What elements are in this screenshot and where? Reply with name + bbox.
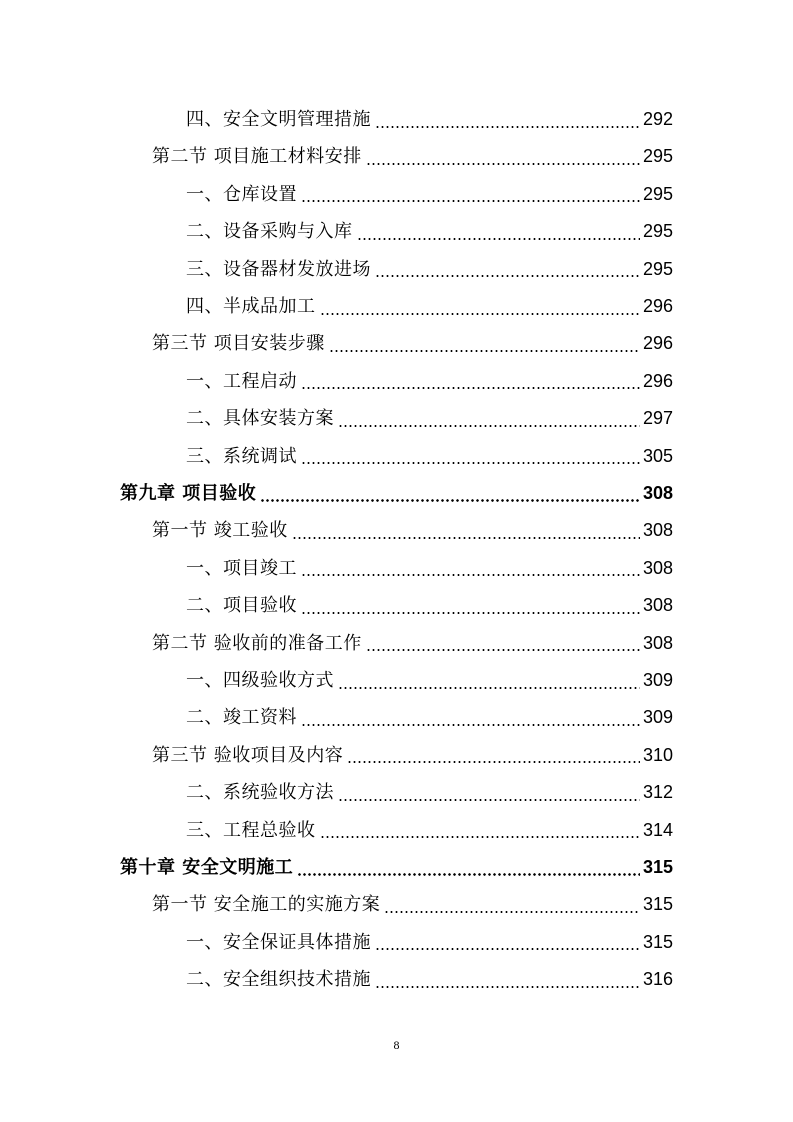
toc-subsection-entry[interactable] — [186, 812, 673, 849]
toc-entry-page: 310 — [642, 744, 673, 765]
toc-subsection-entry[interactable] — [186, 662, 673, 699]
toc-entry-page: 314 — [642, 819, 673, 840]
toc-entry-label: 二、设备采购与入库 — [186, 221, 353, 243]
toc-dot-leader — [375, 986, 640, 988]
toc-subsection-entry[interactable] — [186, 587, 673, 624]
toc-entry-page: 308 — [642, 632, 673, 653]
toc-entry-label: 一、工程启动 — [186, 370, 297, 392]
toc-subsection-entry[interactable] — [186, 924, 673, 961]
toc-entry-label: 第十章 安全文明施工 — [120, 857, 294, 878]
toc-entry-page: 315 — [642, 857, 673, 877]
page-number: 8 — [393, 1038, 400, 1052]
toc-dot-leader — [329, 350, 640, 352]
toc-entry-label: 第三节 验收项目及内容 — [152, 744, 344, 766]
toc-entry-page: 296 — [642, 370, 673, 391]
toc-subsection-entry[interactable] — [186, 400, 673, 437]
toc-dot-leader — [366, 649, 640, 651]
toc-subsection-entry[interactable] — [186, 550, 673, 587]
toc-entry-label: 一、项目竣工 — [186, 557, 297, 579]
toc-dot-leader — [292, 537, 640, 539]
toc-entry-page: 308 — [642, 595, 673, 616]
toc-entry-label: 二、具体安装方案 — [186, 408, 334, 430]
toc-entry-page: 315 — [642, 894, 673, 915]
toc-dot-leader — [375, 126, 640, 128]
toc-section-entry[interactable] — [152, 138, 673, 175]
toc-dot-leader — [320, 313, 640, 315]
toc-section-entry[interactable] — [152, 886, 673, 923]
toc-entry-page: 308 — [642, 520, 673, 541]
toc-entry-label: 三、设备器材发放进场 — [186, 258, 371, 280]
toc-dot-leader — [375, 275, 640, 277]
toc-subsection-entry[interactable] — [186, 213, 673, 250]
toc-entry-label: 第一节 竣工验收 — [152, 520, 288, 542]
toc-dot-leader — [366, 163, 640, 165]
toc-entry-label: 第九章 项目验收 — [120, 483, 257, 504]
toc-entry-page: 296 — [642, 333, 673, 354]
toc-entry-label: 一、安全保证具体措施 — [186, 931, 371, 953]
toc-dot-leader — [301, 724, 640, 726]
toc-entry-page: 297 — [642, 408, 673, 429]
toc-subsection-entry[interactable] — [186, 288, 673, 325]
toc-entry-label: 二、竣工资料 — [186, 707, 297, 729]
toc-entry-page: 309 — [642, 707, 673, 728]
toc-entry-label: 一、四级验收方式 — [186, 670, 334, 691]
toc-entry-label: 第二节 项目施工材料安排 — [152, 146, 362, 168]
toc-dot-leader — [375, 948, 640, 950]
toc-chapter-entry[interactable] — [120, 849, 673, 886]
toc-entry-page: 316 — [642, 969, 673, 990]
toc-entry-page: 309 — [642, 670, 673, 690]
toc-entry-label: 第三节 项目安装步骤 — [152, 333, 325, 355]
toc-dot-leader — [301, 612, 640, 614]
toc-entry-page: 295 — [642, 146, 673, 167]
toc-dot-leader — [338, 687, 640, 689]
toc-entry-page: 296 — [642, 296, 673, 316]
toc-entry-page: 308 — [642, 483, 673, 503]
toc-entry-page: 315 — [642, 931, 673, 952]
toc-dot-leader — [301, 387, 640, 389]
toc-entry-label: 四、安全文明管理措施 — [186, 109, 371, 130]
toc-subsection-entry[interactable] — [186, 251, 673, 288]
toc-section-entry[interactable] — [152, 737, 673, 774]
toc-subsection-entry[interactable] — [186, 363, 673, 400]
toc-entry-label: 第一节 安全施工的实施方案 — [152, 894, 381, 916]
toc-subsection-entry[interactable] — [186, 438, 673, 475]
toc-dot-leader — [338, 799, 640, 801]
toc-entry-page: 305 — [642, 445, 673, 466]
toc-dot-leader — [347, 761, 640, 763]
toc-entry-label: 三、工程总验收 — [186, 819, 316, 841]
toc-entry-page: 295 — [642, 258, 673, 279]
toc-chapter-entry[interactable] — [120, 475, 673, 512]
toc-section-entry[interactable] — [152, 512, 673, 549]
toc-entry-label: 二、系统验收方法 — [186, 782, 334, 804]
toc-entry-page: 308 — [642, 557, 673, 578]
toc-entry-page: 312 — [642, 782, 673, 803]
toc-dot-leader — [297, 873, 640, 876]
toc-entry-label: 第二节 验收前的准备工作 — [152, 632, 362, 654]
toc-dot-leader — [338, 425, 640, 427]
toc-dot-leader — [301, 200, 640, 202]
toc-entry-label: 三、系统调试 — [186, 445, 297, 467]
toc-entry-page: 292 — [642, 109, 673, 129]
toc-entry-label: 二、安全组织技术措施 — [186, 969, 371, 991]
toc-dot-leader — [301, 462, 640, 464]
toc-entry-label: 四、半成品加工 — [186, 296, 316, 317]
toc-dot-leader — [384, 911, 640, 913]
toc-subsection-entry[interactable] — [186, 176, 673, 213]
toc-entry-label: 一、仓库设置 — [186, 183, 297, 205]
toc-dot-leader — [260, 499, 640, 502]
toc-entry-page: 295 — [642, 221, 673, 242]
toc-entry-label: 二、项目验收 — [186, 595, 297, 617]
toc-entry-page: 295 — [642, 183, 673, 204]
toc-subsection-entry[interactable] — [186, 961, 673, 998]
toc-subsection-entry[interactable] — [186, 774, 673, 811]
toc-section-entry[interactable] — [152, 325, 673, 362]
toc-section-entry[interactable] — [152, 625, 673, 662]
toc-subsection-entry[interactable] — [186, 101, 673, 138]
toc-dot-leader — [357, 238, 640, 240]
toc-subsection-entry[interactable] — [186, 699, 673, 736]
toc-dot-leader — [320, 836, 640, 838]
toc-dot-leader — [301, 574, 640, 576]
